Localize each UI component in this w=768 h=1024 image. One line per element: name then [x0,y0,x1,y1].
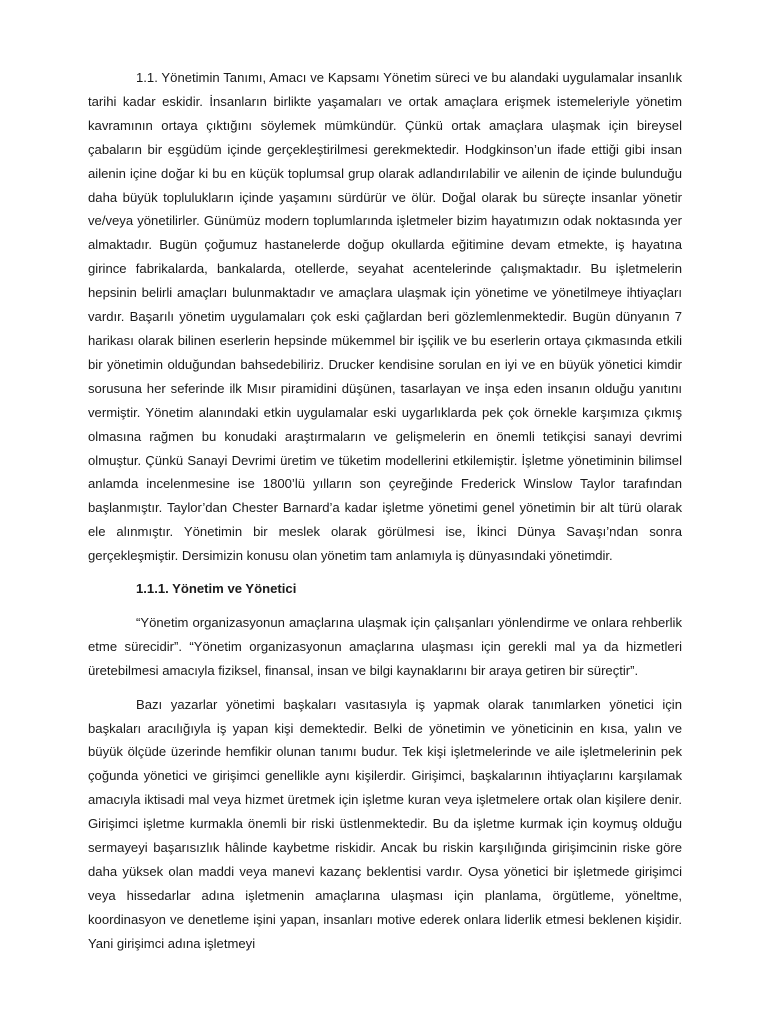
section-heading-yonetim-ve-yonetici: 1.1.1. Yönetim ve Yönetici [136,581,297,597]
paragraph-yonetici-girisimci: Bazı yazarlar yönetimi başkaları vasıtasıyla iş yapmak olarak tanımlarken yönetici için başkaları aracılığıyla iş yapan kişi demektedir. Belki de yönetimin ve yöneticinin en kısa, yalın ve büyük ölçüde üzerinde hemfikir olunan tanımı budur. Tek kişi işletmelerinde ve aile işletmelerinin pek çoğunda yönetici ve girişimci genellikle aynı kişilerdir. Girişimci, başkalarının ihtiyaçlarını karşılamak amacıyla iktisadi mal veya hizmet üretmek için işletme kuran veya işletmelere ortak olan kişilere denir. Girişimci işletme kurmakla önemli bir riski üstlenmektedir. Bu da işletme kurmak için koymuş olduğu sermayeyi başarısızlık hâlinde kaybetme riskidir. Ancak bu riskin karşılığında girişimcinin riske göre daha yüksek olan maddi veya manevi kazanç beklentisi vardır. Oysa yönetici bir işletmede girişimci veya hissedarlar adına işletmenin amaçlarına ulaşması için planlama, örgütleme, yöneltme, koordinasyon ve denetleme işini yapan, insanları motive ederek onlara liderlik etmesi beklenen kişidir. Yani girişimci adına işletmeyi [88,696,682,951]
paragraph-yonetimin-tanimi: 1.1. Yönetimin Tanımı, Amacı ve Kapsamı Yönetim süreci ve bu alandaki uygulamalar insanlık tarihi kadar eskidir. İnsanların birlikte yaşamaları ve ortak amaçlara erişmek istemeleriyle yönetim kavramının ortaya çıktığını söylemek mümkündür. Çünkü ortak amaçlara ulaşmak için bireysel çabaların bir eşgüdüm içinde gerçekleştirilmesi gerekmektedir. Hodgkinson’un ifade ettiği gibi insan ailenin içine doğar ki bu en küçük toplumsal grup olarak adlandırılabilir ve ailenin de içinde bulunduğu daha büyük toplulukların içinde yaşamını sürdürür ve ölür. Doğal olarak bu süreçte insanlar yönetir ve/veya yönetilirler. Günümüz modern toplumlarında işletmeler bizim hayatımızın odak noktasında yer almaktadır. Bugün çoğumuz hastanelerde doğup okullarda eğitimine devam etmekte, iş hayatına girince fabrikalarda, bankalarda, otellerde, seyahat acentelerinde çalışmaktadır. Bu işletmelerin hepsinin belirli amaçları bulunmaktadır ve amaçlara ulaşmak için yönetime ve yönetilmeye ihtiyaçları vardır. Başarılı yönetim uygulamaları çok eski çağlardan beri gözlemlenmektedir. Bugün dünyanın 7 harikası olarak bilinen eserlerin hepsinde mükemmel bir işçilik ve bu eserlerin ortaya çıkmasında etkili bir yönetimin olduğundan bahsedebiliriz. Drucker kendisine sorulan en iyi ve en büyük yönetici kimdir sorusuna her seferinde ilk Mısır piramidini düşünen, tasarlayan ve inşa eden insanın olduğu yanıtını vermiştir. Yönetim alanındaki etkin uygulamalar eski uygarlıklarda pek çok örnekle karşımıza çıkmış olmasına rağmen bu konudaki araştırmaların ve gelişmelerin en önemli tetikçisi sanayi devrimi olmuştur. Çünkü Sanayi Devrimi üretim ve tüketim modellerini etkilemiştir. İşletme yönetiminin bilimsel anlamda incelenmesine ise 1800’lü yılların son çeyreğinde Frederick Winslow Taylor tarafından başlanmıştır. Taylor’dan Chester Barnard’a kadar işletme yönetimi genel yönetimin bir alt türü olarak ele alınmıştır. Yönetimin bir meslek olarak görülmesi ise, İkinci Dünya Savaşı’ndan sonra gerçekleşmiştir. Dersimizin konusu olan yönetim tam anlamıyla iş dünyasındaki yönetimdir. [88,70,682,564]
paragraph-yonetim-tanimlari: “Yönetim organizasyonun amaçlarına ulaşmak için çalışanları yönlendirme ve onlara rehberlik etme sürecidir”. “Yönetim organizasyonun amaçlarına ulaşması için gerekli mal ya da hizmetleri üretebilmesi amacıyla fiziksel, finansal, insan ve bilgi kaynaklarını bir araya getiren bir süreçtir”. [88,614,682,678]
document-body [88,66,682,956]
